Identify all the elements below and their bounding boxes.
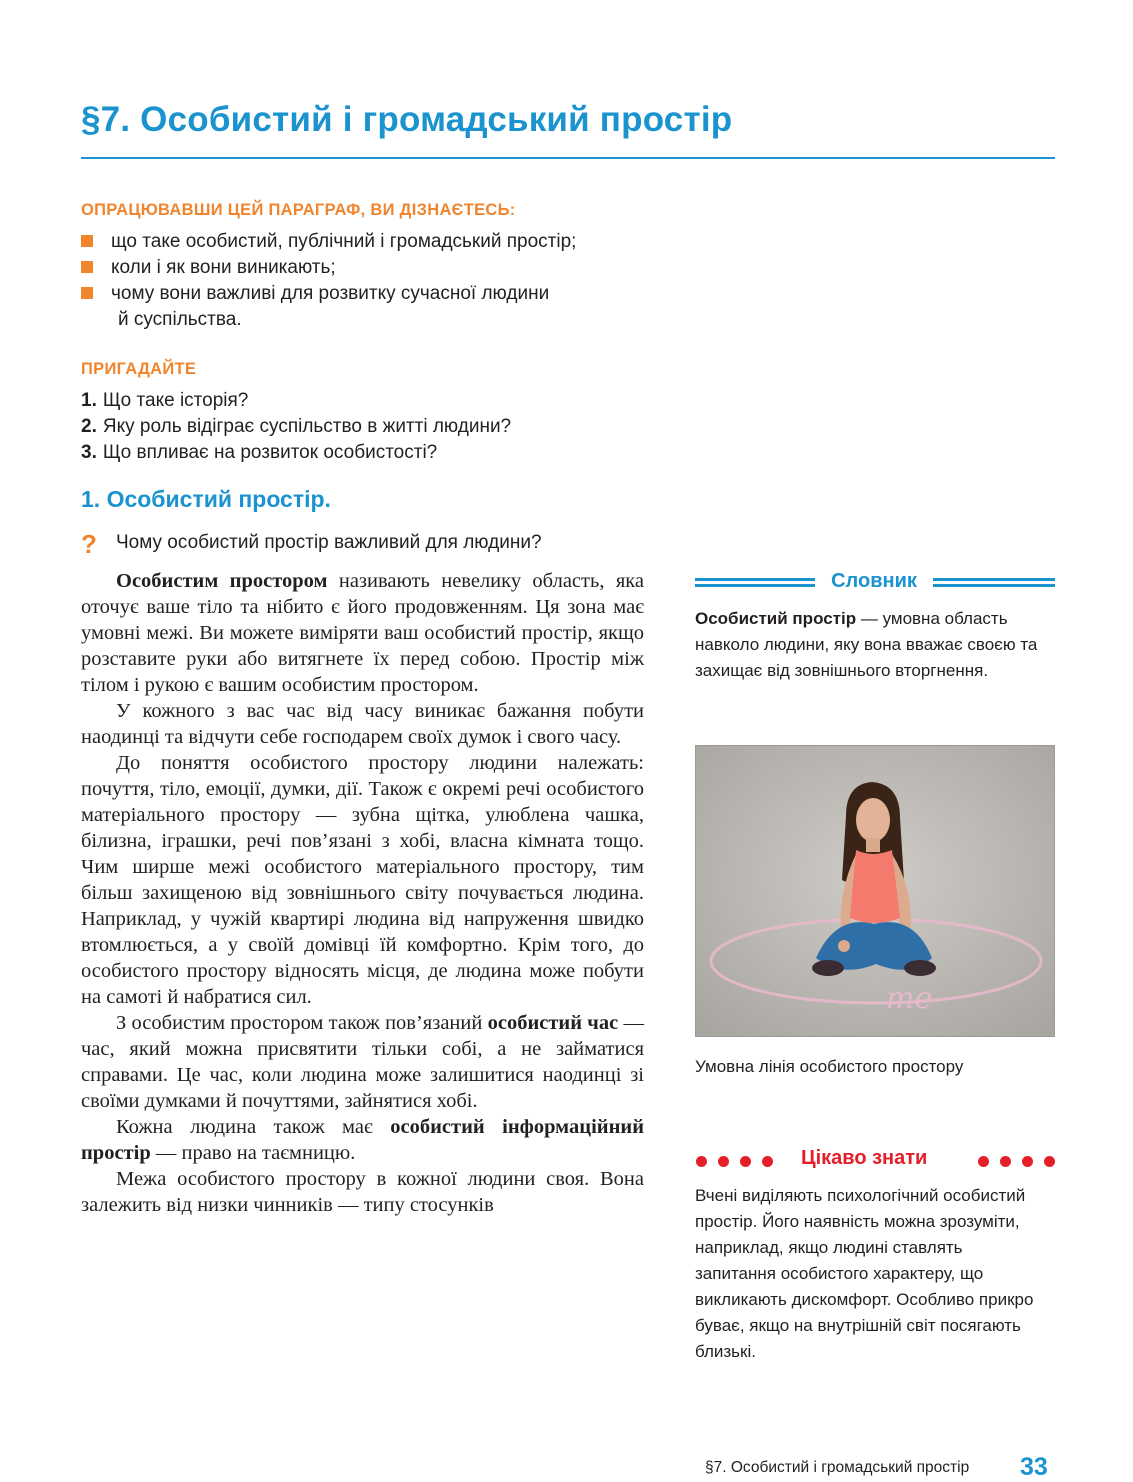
title-divider	[81, 157, 1055, 159]
section-heading: 1. Особистий простір.	[81, 486, 331, 512]
paragraph: До поняття особистого простору людини належать: почуття, тіло, емоції, думки, дії. Також є окремі речі особистого матеріального простору — зубна щітка, улюблена чашка, білизна, іграшки, речі пов’язані з хобі, власна кімната тощо. Чим ширше межі особистого матеріального простору, тим більш захищеною від зовнішнього світу почувається людина. Наприклад, у чужій квартирі людина від напруження швидко втомлюється, а у своїй домівці їй комфортно. Крім того, до особистого простору відносять місця, де людина може побути на самоті й набратися сил.	[81, 752, 644, 1008]
bullet-square-icon	[81, 287, 93, 299]
running-footer: §7. Особистий і громадський простір	[705, 1459, 970, 1476]
dot-icon	[762, 1156, 773, 1167]
glossary-title: Словник	[831, 570, 917, 592]
page-title: §7. Особистий і громадський простір	[81, 100, 733, 139]
facts-header	[695, 1147, 1057, 1173]
glossary-header	[695, 570, 1055, 595]
chalk-writing: me	[886, 981, 933, 1016]
list-item: 2. Яку роль відіграє суспільство в житті людини?	[81, 416, 512, 437]
list-item: 1. Що таке історія?	[81, 390, 249, 411]
paragraph: Кожна людина також має особистий інформаційний простір — право на таємницю.	[81, 1116, 645, 1164]
bullet-square-icon	[81, 261, 93, 273]
paragraph: З особистим простором також пов’язаний особистий час — час, який можна присвятити тільки собі, а не займатися справами. Це час, коли людина може залишитися наодинці зі своїми думками й почуттями, зайнятися хобі.	[81, 1012, 644, 1112]
dot-icon	[696, 1156, 707, 1167]
dot-icon	[740, 1156, 751, 1167]
paragraph: Особистим простором називають невелику область, яка оточує ваше тіло та нібито є його продовженням. Ця зона має умовні межі. Ви можете виміряти ваш особистий простір, якщо розставите руки або витягнете їх перед собою. Простір між тілом і рукою є вашим особистим простором.	[81, 570, 644, 696]
double-rule	[933, 578, 1055, 587]
dot-icon	[1022, 1156, 1033, 1167]
objectives-heading: ОПРАЦЮВАВШИ ЦЕЙ ПАРАГРАФ, ВИ ДІЗНАЄТЕСЬ:	[81, 201, 516, 219]
bullet-square-icon	[81, 235, 93, 247]
paragraph: Межа особистого простору в кожної людини своя. Вона залежить від низки чинників — типу стосунків	[81, 1168, 644, 1216]
dot-icon	[978, 1156, 989, 1167]
main-text	[81, 568, 644, 1218]
photo-caption: Умовна лінія особистого простору	[695, 1057, 964, 1076]
dot-icon	[1000, 1156, 1011, 1167]
glossary-definition: Особистий простір — умовна область навколо людини, яку вона вважає своєю та захищає від зовнішнього вторгнення.	[695, 609, 1038, 680]
page-number: 33	[1020, 1453, 1048, 1481]
section-question: Чому особистий простір важливий для людини?	[116, 532, 542, 553]
photo-illustration	[696, 746, 1055, 1037]
recall-heading: ПРИГАДАЙТЕ	[81, 360, 197, 378]
dot-icon	[718, 1156, 729, 1167]
paragraph: У кожного з вас час від часу виникає бажання побути наодинці та відчути себе господарем своїх думок і свого часу.	[81, 700, 644, 748]
dot-icon	[1044, 1156, 1055, 1167]
photo-girl-chalk-circle	[695, 745, 1055, 1037]
question-mark-icon: ?	[81, 529, 97, 559]
list-item: 3. Що впливає на розвиток особистості?	[81, 442, 438, 463]
double-rule	[695, 578, 815, 587]
facts-title: Цікаво знати	[801, 1147, 928, 1169]
facts-text: Вчені виділяють психологічний особистий простір. Його наявність можна зрозуміти, наприклад, якщо людині ставлять запитання особистого характеру, що викликають дискомфорт. Особливо прикро буває, якщо на внутрішній світ посягають близькі.	[695, 1186, 1034, 1361]
